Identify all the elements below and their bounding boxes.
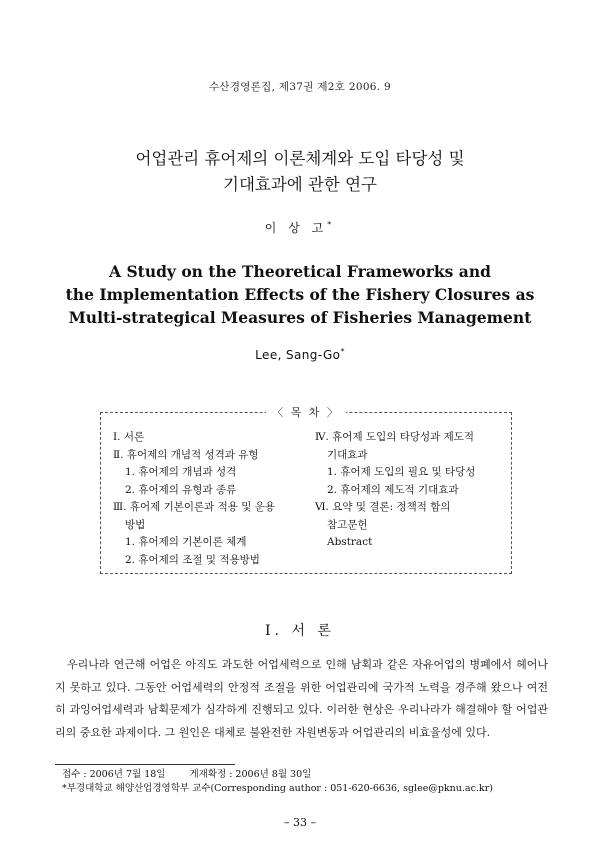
page-number: – 33 – bbox=[284, 816, 316, 829]
journal-header: 수산경영론집, 제37권 제2호 2006. 9 bbox=[208, 81, 392, 93]
footnotes bbox=[62, 768, 552, 796]
toc-item: Abstract bbox=[327, 536, 373, 548]
english-title-line: the Implementation Effects of the Fishery Closures as bbox=[65, 285, 535, 304]
english-title-line: Multi-strategical Measures of Fisheries Management bbox=[68, 308, 532, 327]
korean-title-line: 기대효과에 관한 연구 bbox=[223, 175, 377, 194]
toc-item: 참고문헌 bbox=[327, 518, 368, 531]
author-footnote-mark: * bbox=[327, 220, 336, 229]
body-text bbox=[55, 654, 548, 744]
received-date: 접수 : 2006년 7월 18일 bbox=[62, 769, 166, 780]
korean-title-line: 어업관리 휴어제의 이론체계와 도입 타당성 및 bbox=[135, 149, 465, 168]
body-paragraph: 우리나라 연근해 어업은 아직도 과도한 어업세력으로 인해 남획과 같은 자유어업의 병폐에서 헤어나지 못하고 있다. 그동안 어업세력의 안정적 조절을 위한 어업관리에 국가적 노력을 경주해 왔으나 여전히 과잉어업세력과 남획문제가 심각하게 진행되고 있다. 이러한 현상은 우리나라가 해결해야 할 어업관리의 중요한 과제이다. 그 원인은 대체로 불완전한 자원변동과 어업관리의 비효율성에 있다. bbox=[55, 658, 548, 739]
english-title-line: A Study on the Theoretical Frameworks and bbox=[109, 262, 491, 281]
toc-item: 기대효과 bbox=[327, 448, 368, 461]
korean-author-name: 이 상 고 bbox=[264, 221, 328, 235]
toc-item: Ⅳ. 휴어제 도입의 타당성과 제도적 bbox=[315, 431, 475, 443]
footnote-divider bbox=[55, 764, 235, 765]
accepted-date: 게재확정 : 2006년 8월 30일 bbox=[189, 769, 312, 780]
toc-item: Ⅰ. 서론 bbox=[113, 431, 145, 443]
toc-item: 2. 휴어제의 조절 및 적용방법 bbox=[125, 553, 260, 566]
korean-title bbox=[0, 146, 600, 198]
toc-item: Ⅵ. 요약 및 결론: 정책적 함의 bbox=[315, 501, 451, 513]
english-author bbox=[0, 347, 600, 362]
toc-item: 1. 휴어제의 개념과 성격 bbox=[125, 466, 237, 478]
toc-right-column bbox=[315, 429, 505, 552]
table-of-contents bbox=[100, 406, 512, 574]
toc-left-column bbox=[113, 429, 308, 569]
toc-heading: 〈 목 차 〉 bbox=[266, 406, 346, 419]
english-title bbox=[0, 260, 600, 329]
english-author-name: Lee, Sang-Go bbox=[255, 348, 341, 362]
toc-item: 1. 휴어제 도입의 필요 및 타당성 bbox=[327, 466, 476, 478]
footnote-dates bbox=[62, 768, 552, 782]
toc-item: 2. 휴어제의 제도적 기대효과 bbox=[327, 483, 459, 496]
korean-author bbox=[0, 219, 600, 236]
toc-item: Ⅲ. 휴어제 기본이론과 적용 및 운용 bbox=[113, 501, 276, 513]
toc-item: 2. 휴어제의 유형과 종류 bbox=[125, 483, 237, 496]
section-heading: Ⅰ. 서 론 bbox=[265, 623, 335, 639]
author-affiliation: *부경대학교 해양산업경영학부 교수(Corresponding author : 051-620-6636, sglee@pknu.ac.kr) bbox=[62, 783, 493, 794]
author-footnote-mark: * bbox=[340, 347, 345, 356]
toc-item: 방법 bbox=[125, 518, 146, 531]
toc-item: 1. 휴어제의 기본이론 체계 bbox=[125, 536, 247, 548]
toc-item: Ⅱ. 휴어제의 개념적 성격과 유형 bbox=[113, 448, 259, 461]
